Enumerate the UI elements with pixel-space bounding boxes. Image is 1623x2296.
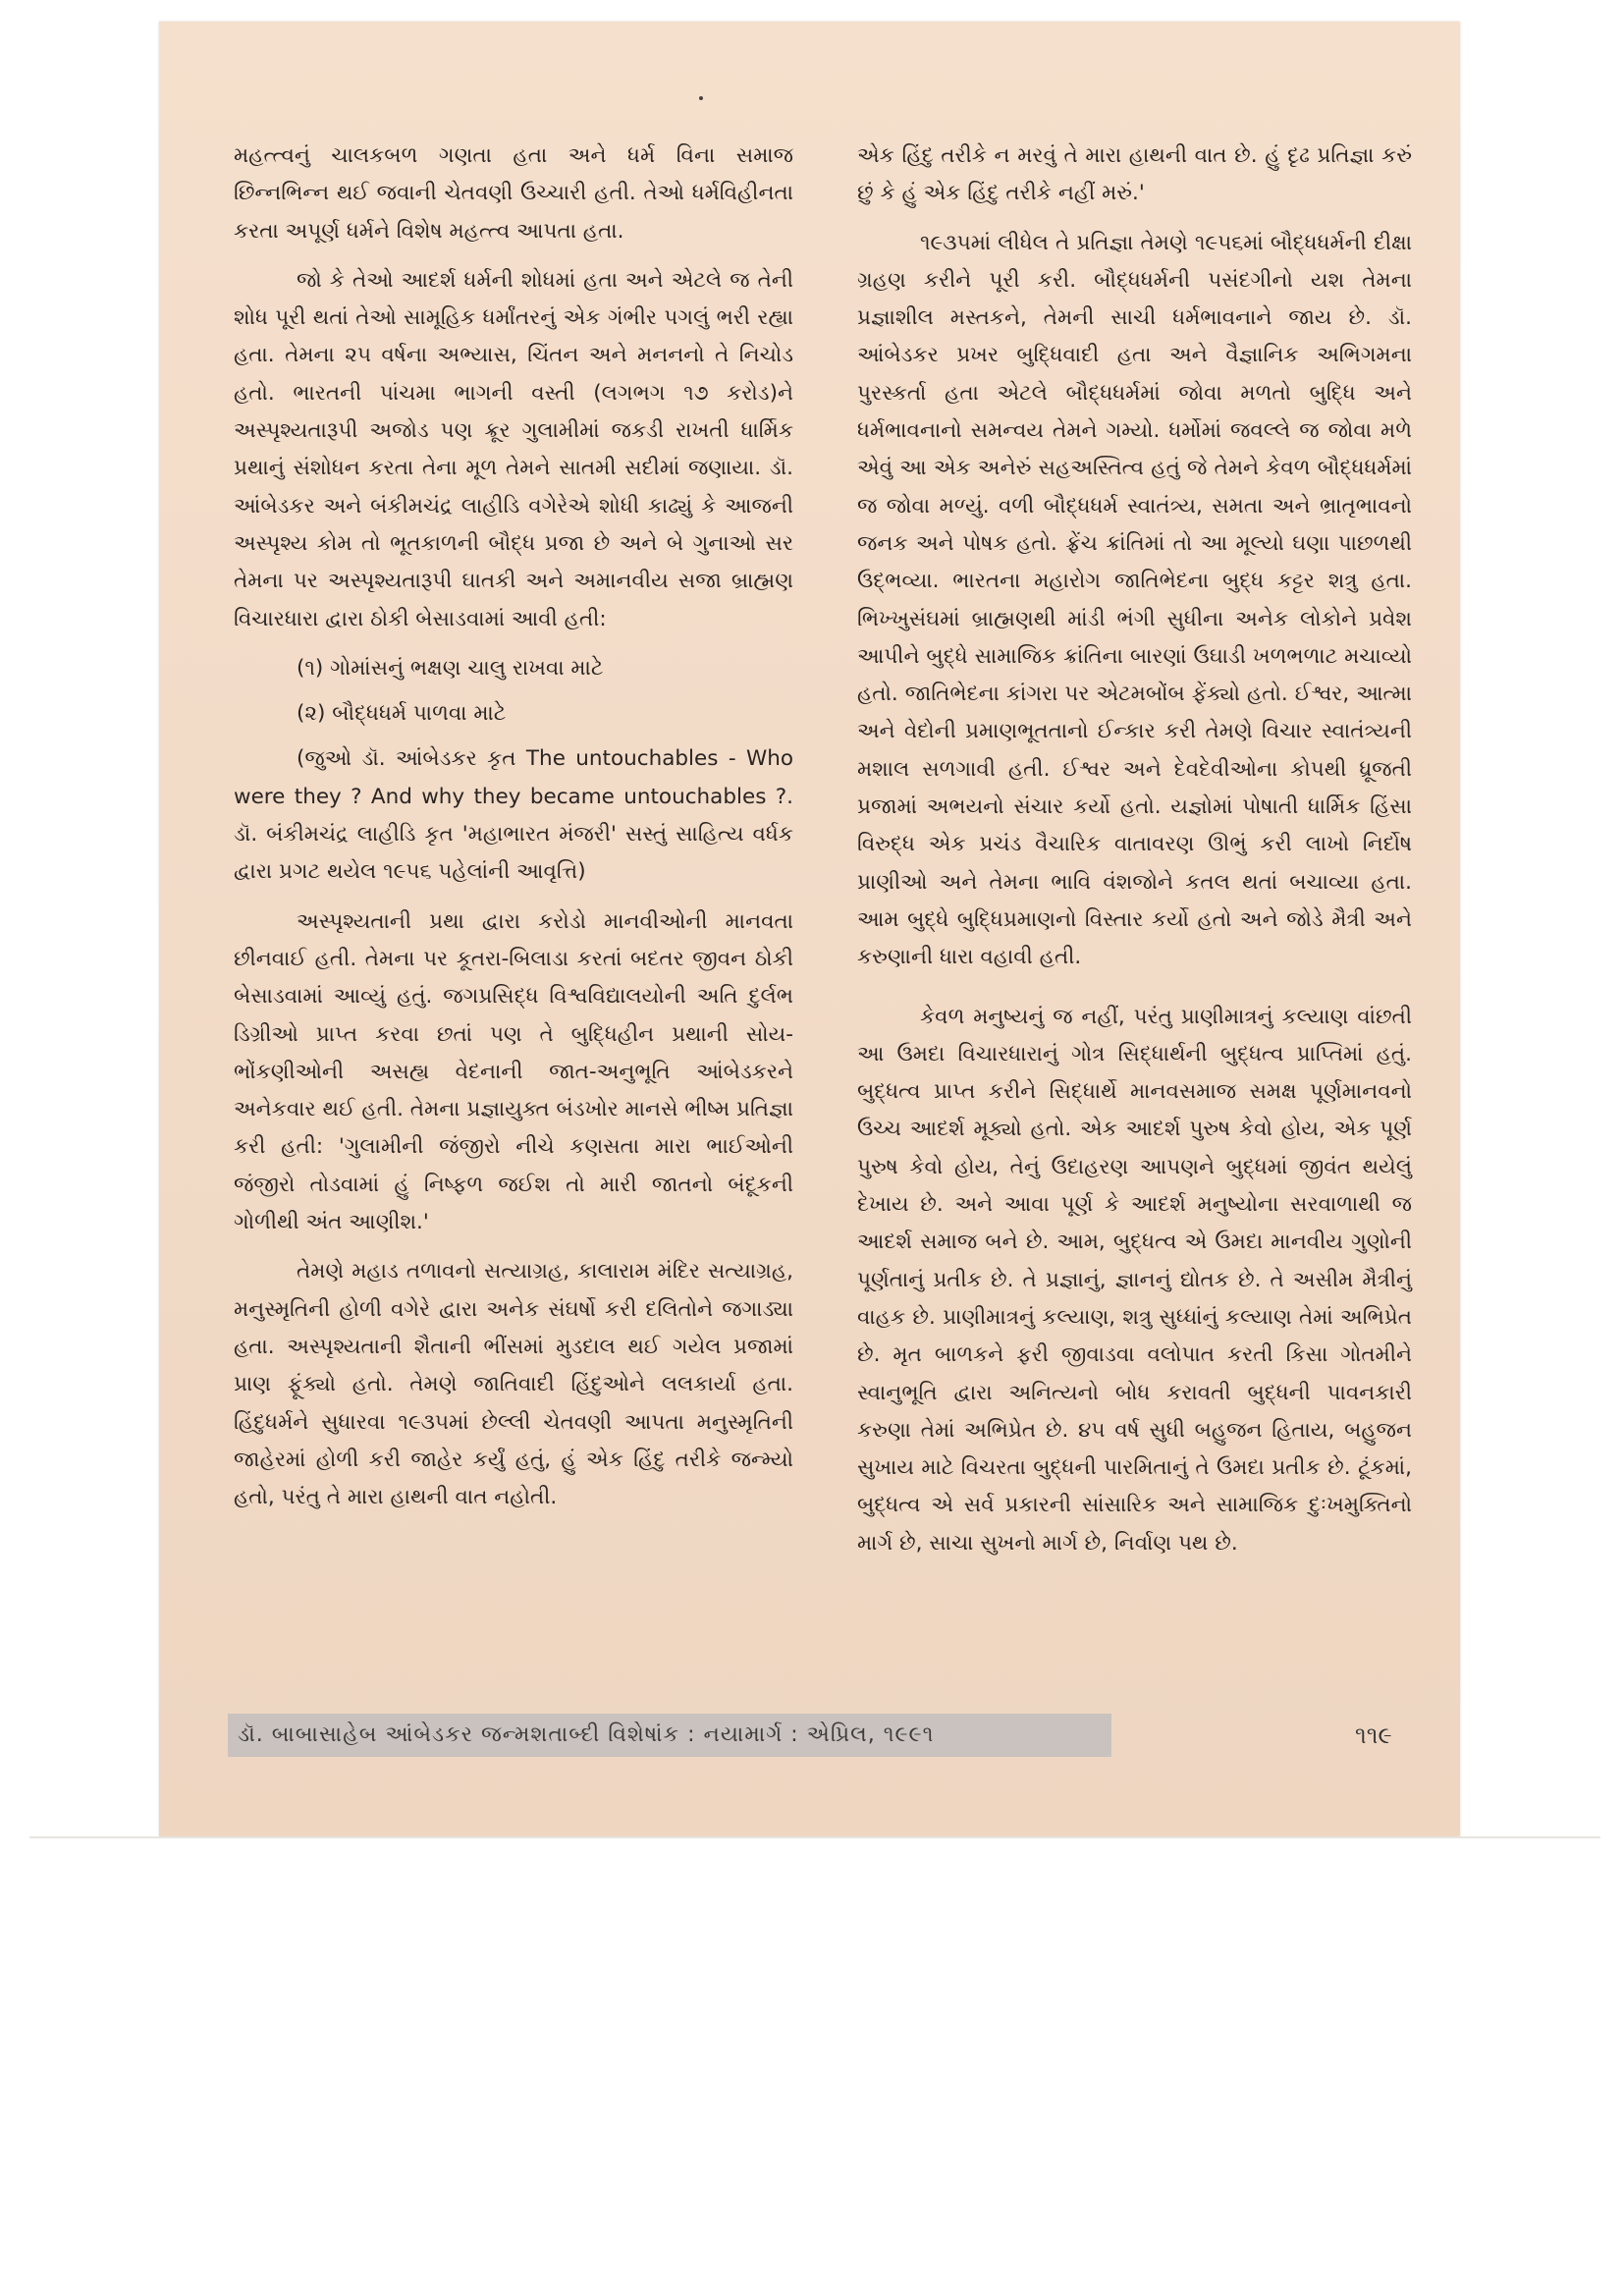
left-column <box>234 137 793 1528</box>
print-speck <box>699 96 703 100</box>
paragraph: અસ્પૃશ્યતાની પ્રથા દ્વારા કરોડો માનવીઓની માનવતા છીનવાઈ હતી. તેમના પર કૂતરા-બિલાડા કરતાં બદતર જીવન ઠોકી બેસાડવામાં આવ્યું હતું. જગપ્રસિદ્ધ વિશ્વવિદ્યાલયોની અતિ દુર્લભ ડિગ્રીઓ પ્રાપ્ત કરવા છતાં પણ તે બુદ્ધિહીન પ્રથાની સોય-ભોંકણીઓની અસહ્ય વેદનાની જાત-અનુભૂતિ આંબેડકરને અનેકવાર થઈ હતી. તેમના પ્રજ્ઞાયુક્ત બંડખોર માનસે ભીષ્મ પ્રતિજ્ઞા કરી હતી: 'ગુલામીની જંજીરો નીચે કણસતા મારા ભાઈઓની જંજીરો તોડવામાં હું નિષ્ફળ જઈશ તો મારી જાતનો બંદૂકની ગોળીથી અંત આણીશ.' <box>234 908 793 1235</box>
footer-banner: ડૉ. બાબાસાહેબ આંબેડકર જન્મશતાબ્દી વિશેષાંક : નયામાર્ગ : એપ્રિલ, ૧૯૯૧ <box>228 1714 1111 1757</box>
paragraph: (જુઓ ડૉ. આંબેડકર કૃત The untouchables - Who were they ? And why they became untouchables ?. ડૉ. બંકીમચંદ્ર લાહીડિ કૃત 'મહાભારત મંજરી' સસ્તું સાહિત્ય વર્ધક દ્વારા પ્રગટ થયેલ ૧૯૫૬ પહેલાંની આવૃત્તિ) <box>234 746 793 885</box>
paragraph: એક હિંદુ તરીકે ન મરવું તે મારા હાથની વાત છે. હું દૃઢ પ્રતિજ્ઞા કરું છું કે હું એક હિંદુ તરીકે નહીં મરું.' <box>857 143 1412 206</box>
page-number: ૧૧૯ <box>1355 1722 1392 1749</box>
scan-edge-line <box>29 1836 1600 1838</box>
paragraph: જો કે તેઓ આદર્શ ધર્મની શોધમાં હતા અને એટલે જ તેની શોધ પૂરી થતાં તેઓ સામૂહિક ધર્માંતરનું એક ગંભીર પગલું ભરી રહ્યા હતા. તેમના ૨૫ વર્ષના અભ્યાસ, ચિંતન અને મનનનો તે નિચોડ હતો. ભારતની પાંચમા ભાગની વસ્તી (લગભગ ૧૭ કરોડ)ને અસ્પૃશ્યતારૂપી અજોડ પણ ક્રૂર ગુલામીમાં જકડી રાખતી ધાર્મિક પ્રથાનું સંશોધન કરતા તેના મૂળ તેમને સાતમી સદીમાં જણાયા. ડૉ. આંબેડકર અને બંકીમચંદ્ર લાહીડિ વગેરેએ શોધી કાઢ્યું કે આજની અસ્પૃશ્ય કોમ તો ભૂતકાળની બૌદ્ધ પ્રજા છે અને બે ગુનાઓ સર તેમના પર અસ્પૃશ્યતારૂપી ઘાતકી અને અમાનવીય સજા બ્રાહ્મણ વિચારધારા દ્વારા ઠોકી બેસાડવામાં આવી હતી: <box>234 267 793 631</box>
paragraph: મહત્ત્વનું ચાલકબળ ગણતા હતા અને ધર્મ વિના સમાજ છિન્નભિન્ન થઈ જવાની ચેતવણી ઉચ્ચારી હતી. તેઓ ધર્મવિહીનતા કરતા અપૂર્ણ ધર્મને વિશેષ મહત્ત્વ આપતા હતા. <box>234 143 793 244</box>
right-column <box>857 137 1412 1574</box>
list-item: (૧) ગોમાંસનું ભક્ષણ ચાલુ રાખવા માટે <box>297 655 604 681</box>
paragraph: તેમણે મહાડ તળાવનો સત્યાગ્રહ, કાલારામ મંદિર સત્યાગ્રહ, મનુસ્મૃતિની હોળી વગેરે દ્વારા અનેક સંઘર્ષો કરી દલિતોને જગાડ્યા હતા. અસ્પૃશ્યતાની શૈતાની ભીંસમાં મુડદાલ થઈ ગયેલ પ્રજામાં પ્રાણ ફૂંક્યો હતો. તેમણે જાતિવાદી હિંદુઓને લલકાર્યા હતા. હિંદુધર્મને સુધારવા ૧૯૩૫માં છેલ્લી ચેતવણી આપતા મનુસ્મૃતિની જાહેરમાં હોળી કરી જાહેર કર્યું હતું, હું એક હિંદુ તરીકે જન્મ્યો હતો, પરંતુ તે મારા હાથની વાત નહોતી. <box>234 1259 793 1510</box>
paragraph: કેવળ મનુષ્યનું જ નહીં, પરંતુ પ્રાણીમાત્રનું કલ્યાણ વાંછતી આ ઉમદા વિચારધારાનું ગોત્ર સિદ્ધાર્થની બુદ્ધત્વ પ્રાપ્તિમાં હતું. બુદ્ધત્વ પ્રાપ્ત કરીને સિદ્ધાર્થે માનવસમાજ સમક્ષ પૂર્ણમાનવનો ઉચ્ચ આદર્શ મૂક્યો હતો. એક આદર્શ પુરુષ કેવો હોય, એક પૂર્ણ પુરુષ કેવો હોય, તેનું ઉદાહરણ આપણને બુદ્ધમાં જીવંત થયેલું દેખાય છે. અને આવા પૂર્ણ કે આદર્શ મનુષ્યોના સરવાળાથી જ આદર્શ સમાજ બને છે. આમ, બુદ્ધત્વ એ ઉમદા માનવીય ગુણોની પૂર્ણતાનું પ્રતીક છે. તે પ્રજ્ઞાનું, જ્ઞાનનું દ્યોતક છે. તે અસીમ મૈત્રીનું વાહક છે. પ્રાણીમાત્રનું કલ્યાણ, શત્રુ સુધ્ધાંનું કલ્યાણ તેમાં અભિપ્રેત છે. મૃત બાળકને ફરી જીવાડવા વલોપાત કરતી કિસા ગોતમીને સ્વાનુભૂતિ દ્વારા અનિત્યનો બોધ કરાવતી બુદ્ધની પાવનકારી કરુણા તેમાં અભિપ્રેત છે. ૪૫ વર્ષ સુધી બહુજન હિતાય, બહુજન સુખાય માટે વિચરતા બુદ્ધની પારમિતાનું તે ઉમદા પ્રતીક છે. ટૂંકમાં, બુદ્ધત્વ એ સર્વ પ્રકારની સાંસારિક અને સામાજિક દુઃખમુક્તિનો માર્ગ છે, સાચા સુખનો માર્ગ છે, નિર્વાણ પથ છે. <box>857 1004 1412 1556</box>
list-item: (૨) બૌદ્ધધર્મ પાળવા માટે <box>297 701 507 727</box>
paragraph: ૧૯૩૫માં લીધેલ તે પ્રતિજ્ઞા તેમણે ૧૯૫૬માં બૌદ્ધધર્મની દીક્ષા ગ્રહણ કરીને પૂરી કરી. બૌદ્ધધર્મની પસંદગીનો યશ તેમના પ્રજ્ઞાશીલ મસ્તકને, તેમની સાચી ધર્મભાવનાને જાય છે. ડૉ. આંબેડકર પ્રખર બુદ્ધિવાદી હતા અને વૈજ્ઞાનિક અભિગમના પુરસ્કર્તા હતા એટલે બૌદ્ધધર્મમાં જોવા મળતો બુદ્ધિ અને ધર્મભાવનાનો સમન્વય તેમને ગમ્યો. ધર્મોમાં જવલ્લે જ જોવા મળે એવું આ એક અનેરું સહઅસ્તિત્વ હતું જે તેમને કેવળ બૌદ્ધધર્મમાં જ જોવા મળ્યું. વળી બૌદ્ધધર્મ સ્વાતંત્ર્ય, સમતા અને ભ્રાતૃભાવનો જનક અને પોષક હતો. ફ્રેંચ ક્રાંતિમાં તો આ મૂલ્યો ઘણા પાછળથી ઉદ્‌ભવ્યા. ભારતના મહારોગ જાતિભેદના બુદ્ધ કટ્ટર શત્રુ હતા. ભિખ્ખુસંઘમાં બ્રાહ્મણથી માંડી ભંગી સુધીના અનેક લોકોને પ્રવેશ આપીને બુદ્ધે સામાજિક ક્રાંતિના બારણાં ઉઘાડી ખળભળાટ મચાવ્યો હતો. જાતિભેદના કાંગરા પર એટમબોંબ ફેંક્યો હતો. ઈશ્વર, આત્મા અને વેદોની પ્રમાણભૂતતાનો ઈન્કાર કરી તેમણે વિચાર સ્વાતંત્ર્યની મશાલ સળગાવી હતી. ઈશ્વર અને દેવદેવીઓના કોપથી ધ્રૂજતી પ્રજામાં અભયનો સંચાર કર્યો હતો. યજ્ઞોમાં પોષાતી ધાર્મિક હિંસા વિરુદ્ધ એક પ્રચંડ વૈચારિક વાતાવરણ ઊભું કરી લાખો નિર્દોષ પ્રાણીઓ અને તેમના ભાવિ વંશજોને કતલ થતાં બચાવ્યા હતા. આમ બુદ્ધે બુદ્ધિપ્રમાણનો વિસ્તાર કર્યો હતો અને જોડે મૈત્રી અને કરુણાની ધારા વહાવી હતી. <box>857 230 1412 970</box>
